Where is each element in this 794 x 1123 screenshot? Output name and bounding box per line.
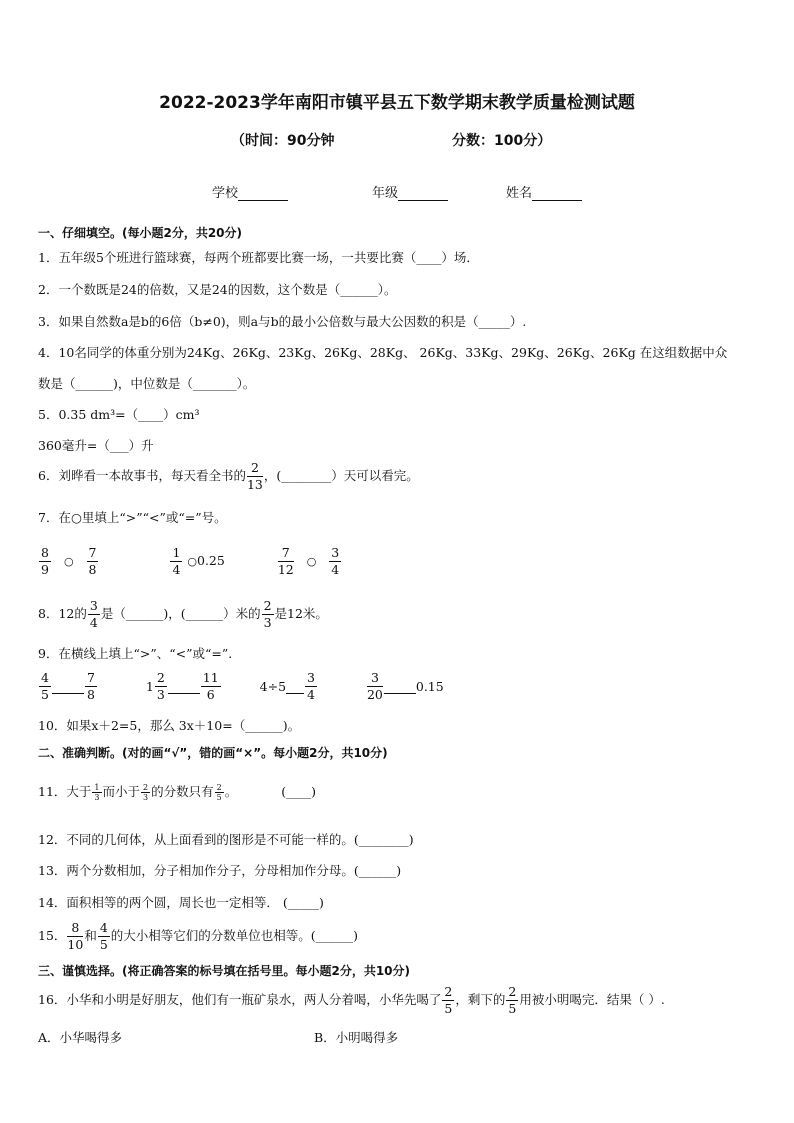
- question-8: 8．12的 $\frac{3}{4}$ 是（______)，(______）米的 $\frac{2}{3}$ 是12米。: [38, 598, 328, 630]
- grade-field: 年级: [372, 182, 448, 201]
- question-10: 10．如果x＋2=5，那么 3x＋10=（______)。: [38, 718, 301, 733]
- question-15: 15． $\frac{8}{10}$ 和 $\frac{4}{5}$ 的大小相等它们的分数单位也相等。(______): [38, 920, 359, 952]
- question-7: 7．在○里填上“>”“<”或“=”号。: [38, 510, 227, 525]
- total-score: 分数：100分）: [452, 133, 552, 149]
- question-5-line1: 5．0.35 dm³=（____）cm³: [38, 407, 200, 422]
- question-14: 14．面积相等的两个圆，周长也一定相等． (_____): [38, 895, 324, 910]
- question-1: 1．五年级5个班进行篮球赛，每两个班都要比赛一场，一共要比赛（____）场．: [38, 250, 479, 265]
- question-3: 3．如果自然数a是b的6倍（b≠0)，则a与b的最小公倍数与最大公因数的积是（_____）.: [38, 314, 527, 329]
- option-b: B．小明喝得多: [314, 1030, 399, 1045]
- question-7-items: $\frac{8}{9}$ ○ $\frac{7}{8}$ $\frac{1}{4}$ ○0.25 $\frac{7}{12}$ ○ $\frac{3}{4}$: [41, 545, 340, 577]
- question-12: 12．不同的几何体，从上面看到的图形是不可能一样的。(________): [38, 832, 414, 847]
- question-4-line2: 数是（______)，中位数是（_______）。: [38, 376, 256, 391]
- school-field: 学校: [212, 182, 288, 201]
- question-9-items: $\frac{4}{5}$ $\frac{7}{8}$ 1 $\frac{2}{3}$ $\frac{11}{6}$ 4÷5 $\frac{3}{4}$ $\frac{3}{20}$ 0.15: [41, 670, 444, 702]
- question-6: 6．刘晔看一本故事书，每天看全书的 $\frac{2}{13}$ ，(________）天可以看完。: [38, 460, 419, 492]
- question-2: 2．一个数既是24的倍数，又是24的因数，这个数是（______）。: [38, 282, 397, 297]
- question-4-line1: 4．10名同学的体重分别为24Kg、26Kg、23Kg、26Kg、28Kg、 26Kg、33Kg、29Kg、26Kg、26Kg 在这组数据中众: [38, 345, 728, 360]
- section-1-heading: 一、仔细填空。(每小题2分，共20分): [38, 226, 243, 240]
- time-limit: （时间：90分钟: [231, 133, 335, 149]
- question-16: 16．小华和小明是好朋友，他们有一瓶矿泉水，两人分着喝，小华先喝了 $\frac{2}{5}$ ，剩下的 $\frac{2}{5}$ 用被小明喝完．结果（ ）.: [38, 984, 665, 1016]
- name-field: 姓名: [506, 182, 582, 201]
- option-a: A．小华喝得多: [38, 1030, 123, 1045]
- section-2-heading: 二、准确判断。(对的画“√”，错的画“×”。每小题2分，共10分): [38, 746, 388, 760]
- question-13: 13．两个分数相加，分子相加作分子，分母相加作分母。(______): [38, 863, 402, 878]
- page-title: 2022-2023学年南阳市镇平县五下数学期末教学质量检测试题: [159, 93, 635, 113]
- section-3-heading: 三、谨慎选择。(将正确答案的标号填在括号里。每小题2分，共10分): [38, 964, 411, 978]
- question-11: 11．大于 $\frac{1}{3}$ 而小于 $\frac{2}{3}$ 的分数只有 $\frac{2}{5}$ 。 (____): [38, 783, 316, 802]
- question-5-line2: 360毫升=（___）升: [38, 438, 154, 453]
- question-9: 9．在横线上填上“>”、“<”或“=”.: [38, 646, 233, 661]
